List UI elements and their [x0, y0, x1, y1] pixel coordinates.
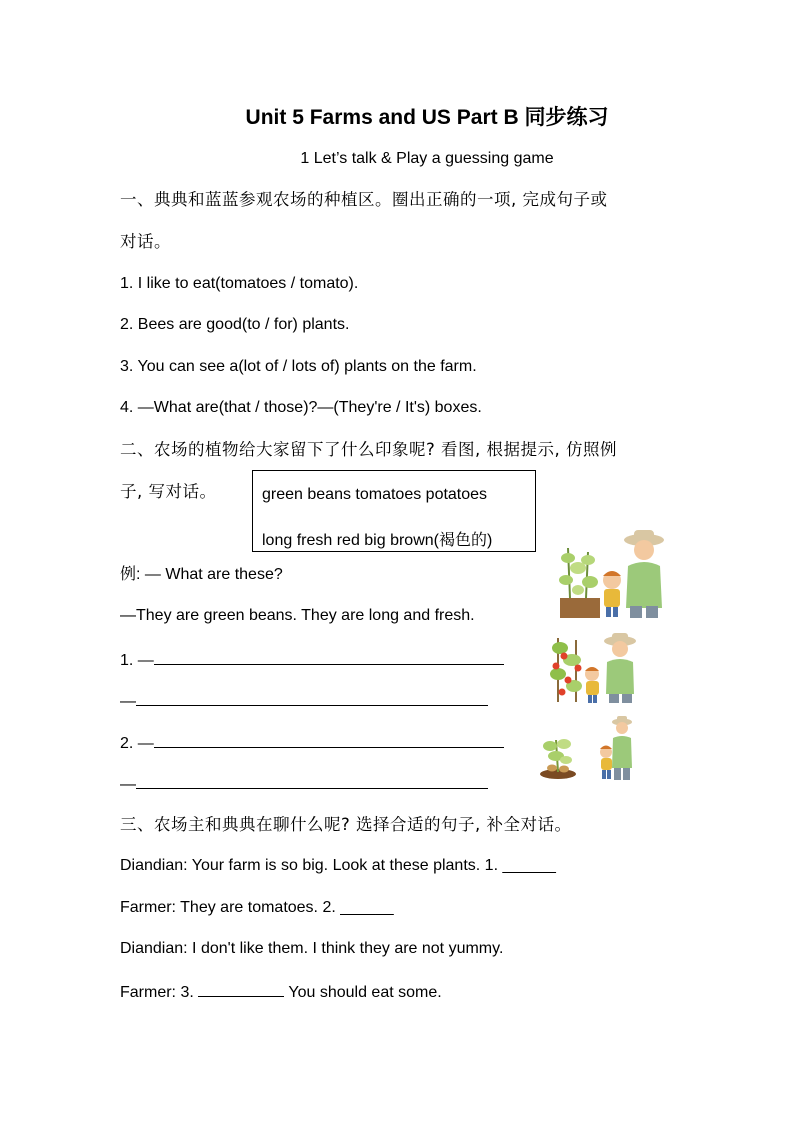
section1-instruction: 一、典典和蓝蓝参观农场的种植区。圈出正确的一项, 完成句子或 [120, 190, 608, 209]
section2-instruction: 二、农场的植物给大家留下了什么印象呢? 看图, 根据提示, 仿照例 [120, 440, 617, 459]
tomatoes-farmer-picture [548, 632, 644, 704]
question-2-blank[interactable] [154, 731, 504, 748]
dialogue-line-3: Diandian: I don't like them. I think they are not yummy. [120, 940, 504, 957]
word-hint-line-1: green beans tomatoes potatoes [262, 486, 488, 503]
answer-2-prefix: — [120, 776, 136, 793]
word-hint-box [252, 470, 536, 552]
child-figure-icon [603, 571, 621, 617]
example-question: 例: — What are these? [120, 566, 283, 583]
farmer-figure-icon [604, 633, 636, 703]
example-answer: —They are green beans. They are long and fresh. [120, 607, 475, 624]
dialogue-line-4-prefix: Farmer: 3. [120, 984, 199, 1001]
section2-instruction-cont: 子, 写对话。 [120, 482, 217, 501]
question-2-row [120, 731, 504, 755]
dialogue-blank-3[interactable] [198, 980, 284, 997]
question-1-blank[interactable] [154, 648, 504, 665]
section1-item-4: 4. —What are(that / those)?—(They're / It's) boxes. [120, 399, 482, 416]
question-1-row [120, 648, 504, 672]
farmer-figure-icon [612, 716, 632, 780]
child-figure-icon [600, 746, 612, 780]
section1-item-3: 3. You can see a(lot of / lots of) plants on the farm. [120, 358, 477, 375]
green-beans-plant-icon [559, 548, 600, 618]
answer-1-row [120, 689, 488, 713]
answer-2-row [120, 772, 488, 796]
page-title: Unit 5 Farms and US Part B 同步练习 [245, 106, 609, 129]
word-hint-line-2: long fresh red big brown(褐色的) [262, 532, 493, 549]
answer-1-blank[interactable] [136, 689, 488, 706]
tomato-plant-icon [550, 638, 582, 702]
page-subtitle: 1 Let’s talk & Play a guessing game [300, 150, 554, 167]
dialogue-line-2: Farmer: They are tomatoes. 2. ______ [120, 899, 394, 916]
section1-instruction-cont: 对话。 [120, 232, 171, 251]
section3-instruction: 三、农场主和典典在聊什么呢? 选择合适的句子, 补全对话。 [120, 815, 572, 834]
dialogue-line-1: Diandian: Your farm is so big. Look at these plants. 1. ______ [120, 857, 556, 874]
question-1-prefix: 1. — [120, 652, 154, 669]
farmer-figure-icon [624, 530, 664, 618]
answer-2-blank[interactable] [136, 772, 488, 789]
section1-item-2: 2. Bees are good(to / for) plants. [120, 316, 350, 333]
dialogue-line-4-suffix: You should eat some. [288, 984, 442, 1001]
green-beans-farmer-picture [556, 528, 672, 620]
answer-1-prefix: — [120, 693, 136, 710]
child-figure-icon [585, 667, 599, 703]
dialogue-line-4 [120, 980, 442, 1004]
potatoes-farmer-picture [538, 716, 636, 782]
potato-plant-icon [540, 739, 576, 779]
question-2-prefix: 2. — [120, 735, 154, 752]
section1-item-1: 1. I like to eat(tomatoes / tomato). [120, 275, 359, 292]
